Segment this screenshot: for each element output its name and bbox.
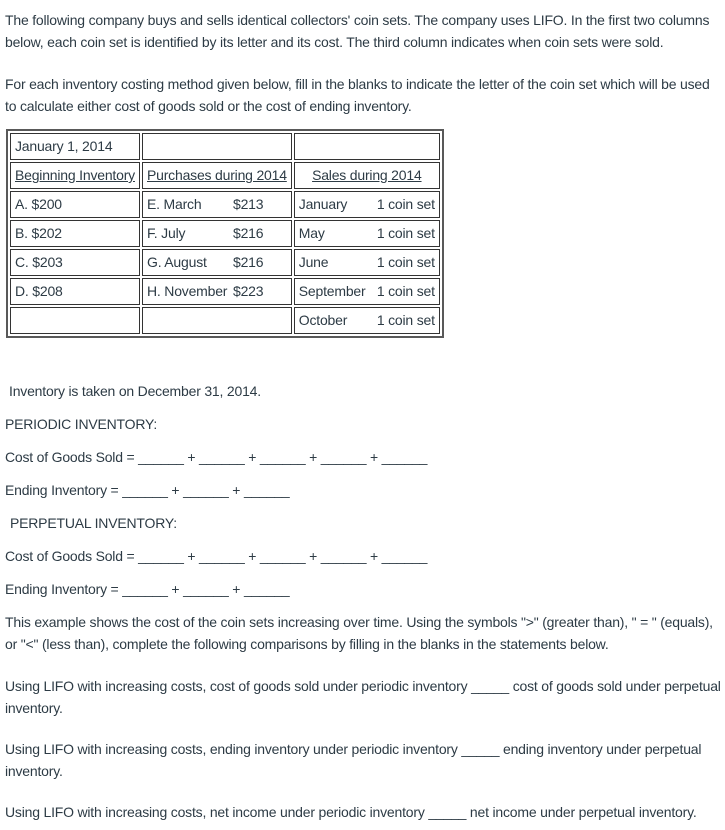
table-row xyxy=(10,278,440,305)
intro-paragraph-1: The following company buys and sells identical collectors' coin sets. The company uses LIFO. In the first two columns below, each coin set is identified by its letter and its cost. The third column indicates when coin sets were sold. xyxy=(5,12,710,50)
date-cell: January 1, 2014 xyxy=(10,133,140,160)
sales-header-label: Sales during 2014 xyxy=(312,167,422,183)
beginning-inventory-header xyxy=(10,162,140,189)
empty-cell xyxy=(294,133,440,160)
purchases-header-label: Purchases during 2014 xyxy=(147,167,287,183)
sale-month: October xyxy=(298,312,348,328)
table-row-headers xyxy=(10,162,440,189)
purchase-cell xyxy=(142,278,292,305)
sale-quantity: 1 coin set xyxy=(376,196,435,212)
sale-cell xyxy=(294,249,440,276)
purchase-price: $223 xyxy=(233,283,264,299)
purchase-price: $213 xyxy=(233,196,264,212)
sale-quantity: 1 coin set xyxy=(376,254,435,270)
periodic-cogs-formula: Cost of Goods Sold = ______ + ______ + ______ + ______ + ______ xyxy=(5,449,428,465)
sale-quantity: 1 coin set xyxy=(376,312,435,328)
purchase-price: $216 xyxy=(233,225,264,241)
purchase-cell xyxy=(142,249,292,276)
purchase-item: E. March xyxy=(147,196,202,212)
table-row-date xyxy=(10,133,440,160)
perpetual-ending-inventory-formula: Ending Inventory = ______ + ______ + ______ xyxy=(5,581,290,597)
sale-cell xyxy=(294,278,440,305)
table-row xyxy=(10,220,440,247)
perpetual-cogs-formula: Cost of Goods Sold = ______ + ______ + ______ + ______ + ______ xyxy=(5,548,428,564)
table-row xyxy=(10,191,440,218)
table-row xyxy=(10,249,440,276)
intro-paragraph-2: For each inventory costing method given below, fill in the blanks to indicate the letter of the coin set which will be used to calculate either cost of goods sold or the cost of ending inventory. xyxy=(5,76,710,114)
sale-quantity: 1 coin set xyxy=(376,225,435,241)
perpetual-heading: PERPETUAL INVENTORY: xyxy=(10,515,177,531)
sale-quantity: 1 coin set xyxy=(376,283,435,299)
sale-cell xyxy=(294,191,440,218)
beginning-inventory-cell: D. $208 xyxy=(10,278,140,305)
beginning-inventory-cell: A. $200 xyxy=(10,191,140,218)
sale-month: June xyxy=(298,254,329,270)
empty-cell xyxy=(142,133,292,160)
purchase-cell xyxy=(142,220,292,247)
purchase-item: H. November xyxy=(147,283,228,299)
sale-month: May xyxy=(298,225,325,241)
beginning-inventory-cell: C. $203 xyxy=(10,249,140,276)
inventory-date-note: Inventory is taken on December 31, 2014. xyxy=(9,383,261,399)
beginning-inventory-cell xyxy=(10,307,140,334)
comparison-statement-ending-inventory: Using LIFO with increasing costs, ending inventory under periodic inventory _____ ending inventory under perpetual inventory. xyxy=(5,741,702,779)
purchase-item: F. July xyxy=(147,225,186,241)
beginning-inventory-header-label: Beginning Inventory xyxy=(15,167,135,183)
purchase-price: $216 xyxy=(233,254,264,270)
sale-cell xyxy=(294,307,440,334)
periodic-ending-inventory-formula: Ending Inventory = ______ + ______ + ______ xyxy=(5,482,290,498)
purchases-header xyxy=(142,162,292,189)
purchase-cell xyxy=(142,191,292,218)
comparison-statement-net-income: Using LIFO with increasing costs, net income under periodic inventory _____ net income under perpetual inventory. xyxy=(5,804,697,820)
sale-cell xyxy=(294,220,440,247)
beginning-inventory-cell: B. $202 xyxy=(10,220,140,247)
coin-set-table xyxy=(6,129,444,338)
table-row xyxy=(10,307,440,334)
periodic-heading: PERIODIC INVENTORY: xyxy=(5,416,158,432)
comparison-instructions: This example shows the cost of the coin sets increasing over time. Using the symbols ">" (greater than), " = " (equals), or "<" (less than), complete the following comparisons by filling in the blanks in the statements below. xyxy=(5,614,713,652)
sales-header xyxy=(294,162,440,189)
purchase-cell xyxy=(142,307,292,334)
comparison-statement-cogs: Using LIFO with increasing costs, cost of goods sold under periodic inventory _____ cost of goods sold under perpetual inventory. xyxy=(5,678,721,716)
sale-month: September xyxy=(298,283,366,299)
purchase-item: G. August xyxy=(147,254,207,270)
sale-month: January xyxy=(298,196,348,212)
